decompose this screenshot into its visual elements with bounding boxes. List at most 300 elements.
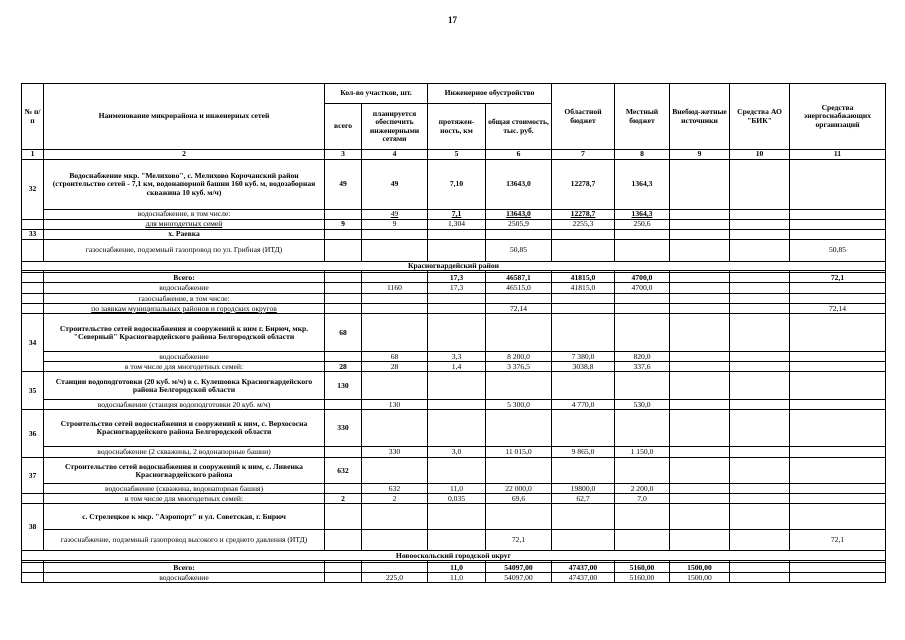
table-row-item-32 bbox=[22, 160, 886, 210]
col-num: 1 bbox=[22, 150, 44, 160]
col-num: 4 bbox=[362, 150, 428, 160]
cell-local: 1364,3 bbox=[615, 210, 670, 220]
cell-planned bbox=[362, 314, 428, 352]
cell-name: для многодетных семей bbox=[44, 220, 325, 230]
cell-regional bbox=[552, 458, 615, 484]
table-row bbox=[22, 294, 886, 304]
cell-energy: 72,1 bbox=[790, 273, 886, 283]
cell-cost bbox=[486, 410, 552, 447]
cell-regional: 12278,7 bbox=[552, 160, 615, 210]
col-num: 11 bbox=[790, 150, 886, 160]
cell-cost bbox=[486, 294, 552, 304]
cell-bik bbox=[730, 230, 790, 240]
cell-length: 1,304 bbox=[428, 220, 486, 230]
cell-no: 37 bbox=[22, 458, 44, 494]
cell-cost: 5 300,0 bbox=[486, 400, 552, 410]
cell-local: 5160,00 bbox=[615, 573, 670, 583]
cell-bik bbox=[730, 362, 790, 372]
cell-name: Строительство сетей водоснабжения и сооружений к ним, с. Ливенка Красногвардейского района bbox=[44, 458, 325, 484]
cell-energy: 72,14 bbox=[790, 304, 886, 314]
cell-local bbox=[615, 240, 670, 262]
cell-no: 34 bbox=[22, 314, 44, 372]
cell-energy bbox=[790, 458, 886, 484]
cell-extra: 1500,00 bbox=[670, 573, 730, 583]
cell-planned: 632 bbox=[362, 484, 428, 494]
cell-planned: 9 bbox=[362, 220, 428, 230]
cell-energy: 50,85 bbox=[790, 240, 886, 262]
cell-local: 250,6 bbox=[615, 220, 670, 230]
cell-bik bbox=[730, 220, 790, 230]
header-regional: Областной бюджет bbox=[552, 84, 615, 150]
cell-total bbox=[325, 484, 362, 494]
header-plots: Кол-во участков, шт. bbox=[325, 84, 428, 104]
cell-name: Строительство сетей водоснабжения и сооружений к ним г. Бирюч, мкр. "Северный" Красногвардейского района Белгородской области bbox=[44, 314, 325, 352]
cell-extra bbox=[670, 230, 730, 240]
cell-local bbox=[615, 372, 670, 400]
cell-name: с. Стрелецкое к мкр. "Аэропорт" и ул. Советская, г. Бирюч bbox=[44, 504, 325, 530]
cell-extra bbox=[670, 494, 730, 504]
cell-cost: 2505,9 bbox=[486, 220, 552, 230]
col-num: 3 bbox=[325, 150, 362, 160]
cell-local bbox=[615, 410, 670, 447]
cell-length: 11,0 bbox=[428, 563, 486, 573]
cell-planned: 1160 bbox=[362, 283, 428, 294]
cell-total bbox=[325, 294, 362, 304]
cell-energy bbox=[790, 210, 886, 220]
cell-local bbox=[615, 230, 670, 240]
cell-no: 33 bbox=[22, 230, 44, 240]
cell-bik bbox=[730, 494, 790, 504]
cell-no bbox=[22, 563, 44, 573]
header-planned: планируется обеспечить инженерными сетями bbox=[362, 104, 428, 150]
cell-local: 4700,0 bbox=[615, 273, 670, 283]
cell-total: 9 bbox=[325, 220, 362, 230]
cell-no bbox=[22, 494, 44, 504]
header-name: Наименование микрорайона и инженерных сетей bbox=[44, 84, 325, 150]
cell-no bbox=[22, 283, 44, 294]
cell-planned bbox=[362, 240, 428, 262]
cell-cost: 46515,0 bbox=[486, 283, 552, 294]
cell-energy bbox=[790, 294, 886, 304]
cell-regional: 2255,3 bbox=[552, 220, 615, 230]
cell-extra bbox=[670, 410, 730, 447]
cell-extra bbox=[670, 160, 730, 210]
cell-energy bbox=[790, 494, 886, 504]
cell-cost: 72,14 bbox=[486, 304, 552, 314]
cell-regional bbox=[552, 240, 615, 262]
cell-name: Строительство сетей водоснабжения и сооружений к ним, с. Верхососна Красногвардейского района Белгородской области bbox=[44, 410, 325, 447]
cell-no bbox=[22, 573, 44, 583]
cell-length bbox=[428, 504, 486, 530]
cell-planned bbox=[362, 273, 428, 283]
cell-length bbox=[428, 304, 486, 314]
cell-length bbox=[428, 530, 486, 551]
cell-local bbox=[615, 304, 670, 314]
cell-energy bbox=[790, 283, 886, 294]
cell-extra bbox=[670, 273, 730, 283]
cell-total: 632 bbox=[325, 458, 362, 484]
cell-bik bbox=[730, 314, 790, 352]
cell-extra bbox=[670, 362, 730, 372]
cell-length bbox=[428, 400, 486, 410]
cell-energy bbox=[790, 160, 886, 210]
cell-length bbox=[428, 314, 486, 352]
cell-total bbox=[325, 230, 362, 240]
section-title: Новооскольский городской округ bbox=[22, 551, 886, 561]
cell-bik bbox=[730, 563, 790, 573]
cell-local: 2 200,0 bbox=[615, 484, 670, 494]
col-num: 8 bbox=[615, 150, 670, 160]
cell-name: х. Раевка bbox=[44, 230, 325, 240]
cell-total bbox=[325, 447, 362, 458]
table-row-item-36 bbox=[22, 410, 886, 447]
cell-name: водоснабжение (станция водоподготовки 20 куб. м/ч) bbox=[44, 400, 325, 410]
cell-no bbox=[22, 294, 44, 304]
cell-extra bbox=[670, 294, 730, 304]
cell-regional bbox=[552, 504, 615, 530]
cell-energy bbox=[790, 410, 886, 447]
cell-regional bbox=[552, 314, 615, 352]
cell-total: 28 bbox=[325, 362, 362, 372]
header-row-1 bbox=[22, 84, 886, 104]
cell-total bbox=[325, 530, 362, 551]
cell-planned bbox=[362, 410, 428, 447]
table-row bbox=[22, 447, 886, 458]
cell-name: водоснабжение (2 скважины, 2 водонапорные башни) bbox=[44, 447, 325, 458]
cell-name: водоснабжение bbox=[44, 283, 325, 294]
cell-bik bbox=[730, 504, 790, 530]
cell-total bbox=[325, 210, 362, 220]
cell-total bbox=[325, 563, 362, 573]
table-row-item-33 bbox=[22, 230, 886, 240]
cell-no bbox=[22, 220, 44, 230]
cell-regional: 41815,0 bbox=[552, 273, 615, 283]
cell-extra bbox=[670, 304, 730, 314]
table-row bbox=[22, 283, 886, 294]
cell-cost bbox=[486, 314, 552, 352]
cell-regional bbox=[552, 294, 615, 304]
cell-energy bbox=[790, 563, 886, 573]
cell-bik bbox=[730, 304, 790, 314]
column-number-row bbox=[22, 150, 886, 160]
cell-total bbox=[325, 504, 362, 530]
cell-cost: 22 000,0 bbox=[486, 484, 552, 494]
cell-extra bbox=[670, 240, 730, 262]
cell-total bbox=[325, 240, 362, 262]
cell-extra bbox=[670, 447, 730, 458]
cell-regional: 41815,0 bbox=[552, 283, 615, 294]
cell-bik bbox=[730, 372, 790, 400]
cell-name: водоснабжение bbox=[44, 352, 325, 362]
cell-name: Всего: bbox=[44, 563, 325, 573]
cell-no: 32 bbox=[22, 160, 44, 220]
cell-cost bbox=[486, 458, 552, 484]
cell-cost: 13643,0 bbox=[486, 160, 552, 210]
table-row-total bbox=[22, 563, 886, 573]
cell-extra bbox=[670, 372, 730, 400]
cell-bik bbox=[730, 573, 790, 583]
cell-name: в том числе для многодетных семей: bbox=[44, 362, 325, 372]
cell-energy bbox=[790, 573, 886, 583]
table-row bbox=[22, 573, 886, 583]
cell-length bbox=[428, 372, 486, 400]
header-energy: Средства энергоснабжающих организаций bbox=[790, 84, 886, 150]
cell-total: 49 bbox=[325, 160, 362, 210]
cell-no bbox=[22, 273, 44, 283]
cell-planned: 2 bbox=[362, 494, 428, 504]
cell-extra bbox=[670, 314, 730, 352]
cell-planned: 49 bbox=[362, 210, 428, 220]
cell-bik bbox=[730, 283, 790, 294]
section-header-row bbox=[22, 262, 886, 271]
header-no: № п/п bbox=[22, 84, 44, 150]
cell-regional: 4 770,0 bbox=[552, 400, 615, 410]
cell-length bbox=[428, 240, 486, 262]
cell-extra: 1500,00 bbox=[670, 563, 730, 573]
cell-local: 4700,0 bbox=[615, 283, 670, 294]
header-extra: Внебюд-жетные источники bbox=[670, 84, 730, 150]
cell-name: газоснабжение, подземный газопровод по ул. Грибная (ИТД) bbox=[44, 240, 325, 262]
table-row bbox=[22, 210, 886, 220]
cell-cost: 46587,1 bbox=[486, 273, 552, 283]
cell-energy bbox=[790, 220, 886, 230]
col-num: 9 bbox=[670, 150, 730, 160]
cell-energy bbox=[790, 372, 886, 400]
cell-regional bbox=[552, 372, 615, 400]
cell-cost: 8 200,0 bbox=[486, 352, 552, 362]
cell-total: 2 bbox=[325, 494, 362, 504]
cell-energy bbox=[790, 504, 886, 530]
cell-local: 820,0 bbox=[615, 352, 670, 362]
cell-planned: 330 bbox=[362, 447, 428, 458]
cell-regional: 12278,7 bbox=[552, 210, 615, 220]
cell-name: в том числе для многодетных семей: bbox=[44, 494, 325, 504]
cell-length bbox=[428, 294, 486, 304]
cell-energy bbox=[790, 447, 886, 458]
cell-bik bbox=[730, 273, 790, 283]
financing-table bbox=[21, 83, 886, 583]
cell-regional: 7 380,0 bbox=[552, 352, 615, 362]
cell-regional bbox=[552, 530, 615, 551]
cell-total bbox=[325, 400, 362, 410]
cell-local: 1364,3 bbox=[615, 160, 670, 210]
cell-cost: 3 376,5 bbox=[486, 362, 552, 372]
cell-planned: 28 bbox=[362, 362, 428, 372]
cell-total bbox=[325, 273, 362, 283]
cell-local bbox=[615, 504, 670, 530]
col-num: 5 bbox=[428, 150, 486, 160]
cell-bik bbox=[730, 530, 790, 551]
cell-energy bbox=[790, 352, 886, 362]
cell-bik bbox=[730, 294, 790, 304]
cell-name: водоснабжение bbox=[44, 573, 325, 583]
cell-length: 7,10 bbox=[428, 160, 486, 210]
cell-total bbox=[325, 352, 362, 362]
cell-regional: 62,7 bbox=[552, 494, 615, 504]
cell-length: 11,0 bbox=[428, 573, 486, 583]
cell-total: 130 bbox=[325, 372, 362, 400]
table-row bbox=[22, 220, 886, 230]
table-row bbox=[22, 494, 886, 504]
table-row-item-35 bbox=[22, 372, 886, 400]
cell-length: 17,3 bbox=[428, 273, 486, 283]
cell-energy bbox=[790, 362, 886, 372]
cell-extra bbox=[670, 400, 730, 410]
cell-cost: 69,6 bbox=[486, 494, 552, 504]
cell-no: 36 bbox=[22, 410, 44, 458]
col-num: 7 bbox=[552, 150, 615, 160]
col-num: 10 bbox=[730, 150, 790, 160]
table-row-item-38 bbox=[22, 504, 886, 530]
cell-total bbox=[325, 283, 362, 294]
cell-regional: 47437,00 bbox=[552, 573, 615, 583]
cell-name: водоснабжение (скважина, водонапорная башня) bbox=[44, 484, 325, 494]
cell-energy bbox=[790, 314, 886, 352]
cell-no: 38 bbox=[22, 504, 44, 551]
cell-bik bbox=[730, 160, 790, 210]
cell-extra bbox=[670, 283, 730, 294]
cell-extra bbox=[670, 220, 730, 230]
cell-planned bbox=[362, 230, 428, 240]
cell-cost bbox=[486, 504, 552, 530]
cell-planned bbox=[362, 458, 428, 484]
cell-extra bbox=[670, 352, 730, 362]
cell-cost bbox=[486, 230, 552, 240]
cell-bik bbox=[730, 458, 790, 484]
cell-no bbox=[22, 304, 44, 314]
cell-length: 7,1 bbox=[428, 210, 486, 220]
table-row bbox=[22, 362, 886, 372]
cell-local: 5160,00 bbox=[615, 563, 670, 573]
cell-length: 11,0 bbox=[428, 484, 486, 494]
cell-planned bbox=[362, 563, 428, 573]
cell-local bbox=[615, 458, 670, 484]
cell-name: Станции водоподготовки (20 куб. м/ч) в с. Кулешовка Красногвардейского района Белгородской области bbox=[44, 372, 325, 400]
cell-local: 530,0 bbox=[615, 400, 670, 410]
header-total: всего bbox=[325, 104, 362, 150]
table-row bbox=[22, 352, 886, 362]
cell-planned: 130 bbox=[362, 400, 428, 410]
cell-planned: 68 bbox=[362, 352, 428, 362]
cell-local: 1 150,0 bbox=[615, 447, 670, 458]
cell-bik bbox=[730, 484, 790, 494]
col-num: 2 bbox=[44, 150, 325, 160]
cell-regional bbox=[552, 410, 615, 447]
cell-bik bbox=[730, 210, 790, 220]
cell-energy bbox=[790, 400, 886, 410]
cell-extra bbox=[670, 484, 730, 494]
header-infra: Инженерное обустройство bbox=[428, 84, 552, 104]
cell-energy bbox=[790, 484, 886, 494]
cell-planned: 49 bbox=[362, 160, 428, 210]
cell-name: Всего: bbox=[44, 273, 325, 283]
cell-total: 330 bbox=[325, 410, 362, 447]
cell-cost bbox=[486, 372, 552, 400]
cell-extra bbox=[670, 504, 730, 530]
cell-extra bbox=[670, 530, 730, 551]
table-row bbox=[22, 304, 886, 314]
cell-length: 3,0 bbox=[428, 447, 486, 458]
cell-energy: 72,1 bbox=[790, 530, 886, 551]
cell-regional: 19800,0 bbox=[552, 484, 615, 494]
cell-bik bbox=[730, 240, 790, 262]
cell-length bbox=[428, 410, 486, 447]
cell-total bbox=[325, 304, 362, 314]
table-row-total bbox=[22, 273, 886, 283]
cell-name: газоснабжение, подземный газопровод высокого и среднего давления (ИТД) bbox=[44, 530, 325, 551]
table-row bbox=[22, 484, 886, 494]
cell-extra bbox=[670, 458, 730, 484]
header-length: протяжен-ность, км bbox=[428, 104, 486, 150]
cell-local bbox=[615, 294, 670, 304]
cell-total: 68 bbox=[325, 314, 362, 352]
cell-length: 17,3 bbox=[428, 283, 486, 294]
cell-planned bbox=[362, 530, 428, 551]
cell-planned bbox=[362, 294, 428, 304]
cell-regional: 47437,00 bbox=[552, 563, 615, 573]
cell-local bbox=[615, 314, 670, 352]
cell-bik bbox=[730, 400, 790, 410]
cell-local bbox=[615, 530, 670, 551]
section-header-row bbox=[22, 551, 886, 561]
table-row bbox=[22, 400, 886, 410]
cell-length: 1,4 bbox=[428, 362, 486, 372]
header-cost: общая стоимость, тыс. руб. bbox=[486, 104, 552, 150]
cell-regional: 3038,8 bbox=[552, 362, 615, 372]
col-num: 6 bbox=[486, 150, 552, 160]
cell-planned: 225,0 bbox=[362, 573, 428, 583]
cell-cost: 13643,0 bbox=[486, 210, 552, 220]
cell-length: 3,3 bbox=[428, 352, 486, 362]
cell-cost: 72,1 bbox=[486, 530, 552, 551]
cell-no: 35 bbox=[22, 372, 44, 410]
table-row bbox=[22, 240, 886, 262]
cell-regional: 9 865,0 bbox=[552, 447, 615, 458]
cell-length bbox=[428, 458, 486, 484]
cell-cost: 11 015,0 bbox=[486, 447, 552, 458]
header-local: Местный бюджет bbox=[615, 84, 670, 150]
cell-bik bbox=[730, 410, 790, 447]
cell-length: 0,035 bbox=[428, 494, 486, 504]
cell-energy bbox=[790, 230, 886, 240]
cell-planned bbox=[362, 372, 428, 400]
cell-cost: 54097,00 bbox=[486, 573, 552, 583]
cell-extra bbox=[670, 210, 730, 220]
table-row bbox=[22, 530, 886, 551]
page-number: 17 bbox=[448, 15, 457, 25]
cell-length bbox=[428, 230, 486, 240]
cell-planned bbox=[362, 504, 428, 530]
table-row-item-37 bbox=[22, 458, 886, 484]
cell-local: 7,0 bbox=[615, 494, 670, 504]
cell-name: Водоснабжение мкр. "Мелихово", с. Мелихово Корочанский район (строительство сетей - 7,1 км, водонапорной башни 160 куб. м, водозаборная скважина 10 куб. м/ч) bbox=[44, 160, 325, 210]
cell-total bbox=[325, 573, 362, 583]
cell-local: 337,6 bbox=[615, 362, 670, 372]
cell-cost: 54097,00 bbox=[486, 563, 552, 573]
table-row-item-34 bbox=[22, 314, 886, 352]
cell-planned bbox=[362, 304, 428, 314]
cell-regional bbox=[552, 230, 615, 240]
header-bik: Средства АО "БИК" bbox=[730, 84, 790, 150]
cell-cost: 50,85 bbox=[486, 240, 552, 262]
cell-no bbox=[22, 240, 44, 262]
cell-bik bbox=[730, 352, 790, 362]
section-title: Красногвардейский район bbox=[22, 262, 886, 271]
cell-name: по заявкам муниципальных районов и городских округов bbox=[44, 304, 325, 314]
cell-regional bbox=[552, 304, 615, 314]
cell-bik bbox=[730, 447, 790, 458]
cell-name: водоснабжение, в том числе: bbox=[44, 210, 325, 220]
